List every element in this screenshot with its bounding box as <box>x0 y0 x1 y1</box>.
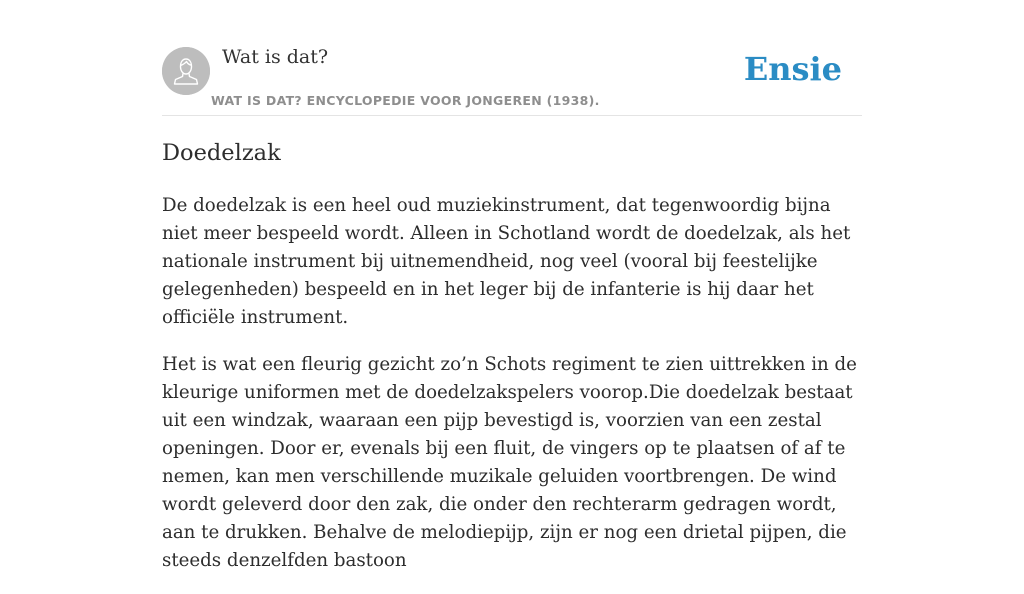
source-line: WAT IS DAT? ENCYCLOPEDIE VOOR JONGEREN (1938). <box>211 93 600 108</box>
brand-logo[interactable]: Ensie <box>743 50 842 88</box>
paragraph: De doedelzak is een heel oud muziekinstrument, dat tegenwoordig bijna niet meer bespeeld wordt. Alleen in Schotland wordt de doedelzak, als het nationale instrument bij uitnemendheid, nog veel (vooral bij feestelijke gelegenheden) bespeeld en in het leger bij de infanterie is hij daar het officiële instrument. <box>162 195 851 328</box>
user-icon <box>162 47 210 95</box>
author-name[interactable]: Wat is dat? <box>222 46 329 68</box>
article-body <box>162 192 862 594</box>
article-header <box>162 0 862 116</box>
avatar[interactable] <box>162 47 210 95</box>
paragraph: Het is wat een fleurig gezicht zo’n Schots regiment te zien uittrekken in de kleurige uniformen met de doedelzakspelers voorop.Die doedelzak bestaat uit een windzak, waaraan een pijp bevestigd is, voorzien van een zestal openingen. Door er, evenals bij een fluit, de vingers op te plaatsen of af te nemen, kan men verschillende muzikale geluiden voortbrengen. De wind wordt geleverd door den zak, die onder den rechterarm gedragen wordt, aan te drukken. Behalve de melodiepijp, zijn er nog een drietal pijpen, die steeds denzelfden bastoon <box>162 354 857 571</box>
content-column <box>162 0 862 571</box>
article-title: Doedelzak <box>162 140 281 166</box>
